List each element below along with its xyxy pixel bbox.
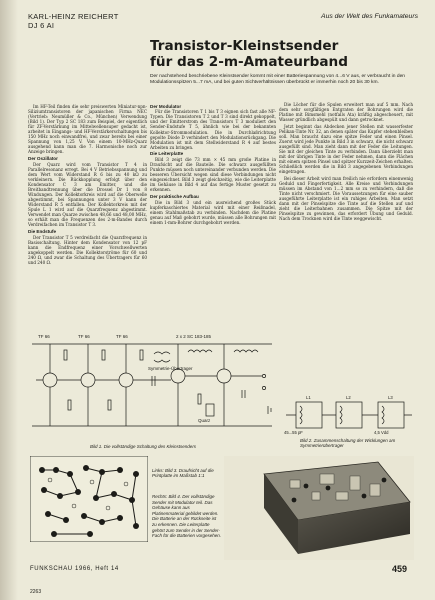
section-heading-pcb: Die Leiterplatte xyxy=(150,151,184,157)
winding-label: L3 xyxy=(388,395,393,400)
schematic-diagram xyxy=(28,330,276,442)
figure-4-caption: Rechts: Bild 4. Der vollständige Sender mit Modulator teil. Das Gehäuse kann aus Platinenmaterial gebildet werden. Die Batterie an der Rückseite ist zu erkennen. Die Leiterplatte gehört zum Sender in der Sender-Fach für die Batterien vorgesehen. xyxy=(152,494,222,539)
schematic-label: Quarz xyxy=(198,418,211,423)
section-heading-oscillator: Der Oszillator xyxy=(28,156,58,162)
section-heading-modulator: Der Modulator xyxy=(150,103,182,109)
body-paragraph: Die Löcher für die Spulen erweitert man auf 5 mm. Nach dem sehr sorgfältigen Entgraten der Bohrungen wird die Platine mit Bimsmehl (notfalls Ata) kräftig abgescheuert, mit Wasser gründlich abgespült und dann getrocknet. xyxy=(279,102,413,123)
winding-label: 45...55 pF xyxy=(284,430,303,435)
page-number: 459 xyxy=(392,564,408,574)
lead-paragraph: Der nachstehend beschriebene Kleinstsender kommt mit einer Batteriespannung von 4...6 V aus, er verbraucht in den Modulationsspitzen 5...7 mA, und bei guten Sichtverhältnissen überbrückt er immerhin noch 20 bis 30 km. xyxy=(150,74,406,86)
title-line-2: für das 2-m-Amateurband xyxy=(150,54,348,70)
body-paragraph: Für die Transistoren T 1 bis T 3 eignen sich fast alle NF-Typen. Die Transistoren T 2 und T 3 sind direkt gekoppelt, und der Emitterstrom des Transistors T 3 moduliert den Sender-Endstufe T 5, ähnlich wie bei der bekannten Kollektor-Strommodulation. Die in Durchlaßrichtung gepolte Diode D verhindert den Modulationsrückgang. Die Modulation ist mit dem Stellwiderstand R 4 auf bestes Arbeiten zu bringen. xyxy=(150,109,276,150)
body-paragraph: Jetzt beginnt das Abdecken jener Stellen mit wasserfester Pelikan-Tinte Nr. 32, an denen später das Kupfer stehenbleiben soll. Man braucht dazu eine spitze Feder und einen Pinsel. Zuerst wird jede Punkte in Bild 3 in schwarz, die nicht schwarz ausgefüllt sind. Man zieht dann mit der Feder die Leitungen. Sie mit der gleichen Tinte zu verbinden. Dann überzieht man mit der übrigen Tinte in der Feder nehmen, dann die Flächen mit einem spitzen Pinsel und spitzer Kurzzeit-Zeichen erhalten. Schließlich werden die in Bild 3 angegebenen Verbindungen eingetragen. xyxy=(279,123,413,175)
text-column-3 xyxy=(279,102,413,388)
winding-label: L1 xyxy=(306,395,311,400)
schematic-label: 2 x 2 SC 183-185 xyxy=(176,334,212,339)
body-paragraph: Die in Bild 3 und ein ausreichend großes Stück kupferkaschiertes Material wird mit einer Reißnadel, einem Stahlmaßstab zu verbinden. Nachdem die Platine genau auf Maß gebohrt wurde, müssen alle Bohrungen mit einem 1-mm-Bohrer durchgebohrt werden. xyxy=(150,199,276,226)
page-gutter-shadow xyxy=(0,0,18,600)
body-paragraph: Bei dieser Arbeit wird man freilich nie erfordern einenwenig Geduld und Fingerfertigkeit. Alle Kreise und Verbindungen müssen im Abstand von 1...2 mm so zu verhindern, daß die Tinte nicht verschmiert. Die Voraussetzungen für eine sauber ausgeführte Leiterplatte ist ein ruhiges Arbeiten. Man setzt dann mit der Pinselspitze die Tinte auf die Stellen auf und zieht die Leiterbahnen zusammen. Die Spitze mit der Pinselspitze zu gewinnen, das erfordert Übung und Geduld. Nach dem Trocknen wird die Tinte weggewischt. xyxy=(279,175,413,222)
schematic-label: Symmetrie-Übertrager xyxy=(148,366,193,371)
schematic-label: TF 66 xyxy=(78,334,90,339)
figure-3-caption: Links: Bild 3. Draufsicht auf die Printplatte im Maßstab 1:1 xyxy=(152,468,214,478)
section-heading-output-stage: Die Endstufe xyxy=(28,229,57,235)
footer-code: 2263 xyxy=(30,589,42,595)
article-title xyxy=(150,38,410,70)
body-paragraph: Der Quarz wird vom Transistor T 4 in Parallelresonanz erregt. Bei 4 V Betriebsspannung und dem Wert vom Widerstand R 6 bis zu 40 kΩ zu verkleinern. Die Rückkopplung erfolgt über den Kondensator C 3 am Emitter, und die Breitbandtrennung über die Drossel Dr 1 von 8 Windungen. Der Kollektorkreis wird auf die Oberwelle abgestimmt, bei Spannungen unter 3 V kann der Widerstand R 5 entfallen. Der Kollektorkreis mit der Spule L 1 wird auf die Quarzfrequenz abgestimmt. Verwendet man Quarze zwischen 48,66 und 48,00 MHz, so erhält man die Frequenzen des 2-m-Bandes durch Verdreifachen im Transistor T 3. xyxy=(28,161,147,228)
schematic-label: TF 66 xyxy=(116,334,128,339)
winding-label: 4,5 Vdd xyxy=(374,430,389,435)
body-paragraph: Der Transistor T 5 verdreifacht die Quarzfrequenz in Basisschaltung. Hinter dem Kondensator von 12 pF kann die Endfrequenz einer Vorschwellwerten angekoppelt werden. Die Kollektorströme für 60 und 240 Ω, und zwar die Schaltung des Übertragers für 60 und 240 Ω. xyxy=(28,234,147,266)
figure-2-caption: Bild 2. Zusammenschaltung der Wicklungen am Symmetrierübertrager xyxy=(300,438,396,448)
author-callsign: DJ 6 AI xyxy=(28,21,55,30)
body-paragraph: Im HF-Teil finden die sehr preiswerten Miniatur-npn-Siliziumtransistoren der japanischen Firma NEC (Vertrieb: Neumüller & Co., München) Verwendung (Bild 1). Der Typ 2 SC 183 zum Beispiel, der eigentlich für ZF-Verstärkung im Mittelwellensuper gedacht ist, arbeitet in Eingangs- und HF-Verstärkerschaltungen bis 150 MHz noch einwandfrei, und zwar bereits bei einer Spannung von 1,25 V. Von einem 10-MHz-Quarz ausgehend kann man die 7. Harmonische noch zur Anzeige bringen. xyxy=(28,104,147,155)
title-line-1: Transistor-Kleinstsender xyxy=(150,38,339,54)
section-heading-construction: Der praktische Aufbau xyxy=(150,194,199,200)
section-heading: Aus der Welt des Funkamateurs xyxy=(321,13,418,20)
text-column-2 xyxy=(150,102,276,332)
schematic-label: TF 66 xyxy=(38,334,50,339)
author-name: KARL-HEINZ REICHERT xyxy=(28,12,119,21)
winding-label: L2 xyxy=(346,395,351,400)
sender-photo xyxy=(224,456,414,560)
figure-1-caption: Bild 1. Die vollständige Schaltung des Kleinstsenders xyxy=(90,444,197,449)
author-block xyxy=(28,12,148,30)
winding-diagram xyxy=(282,392,414,436)
body-paragraph: Bild 3 zeigt die 73 mm × 45 mm große Platine in Draufsicht auf die Bauteile. Die schwarz ausgefüllten Punkte müssen noch untereinander verbunden werden. Die besseren Übersicht wegen sind diese Verbindungen nicht eingezeichnet. Bild 3 zeigt gleichzeitig, wie die Leiterplatte im Gehäuse in Bild 4 auf das fertige Muster gesetzt zu erkennen. xyxy=(150,157,276,193)
footer-issue: FUNKSCHAU 1966, Heft 14 xyxy=(30,566,119,572)
pcb-layout xyxy=(30,456,148,542)
